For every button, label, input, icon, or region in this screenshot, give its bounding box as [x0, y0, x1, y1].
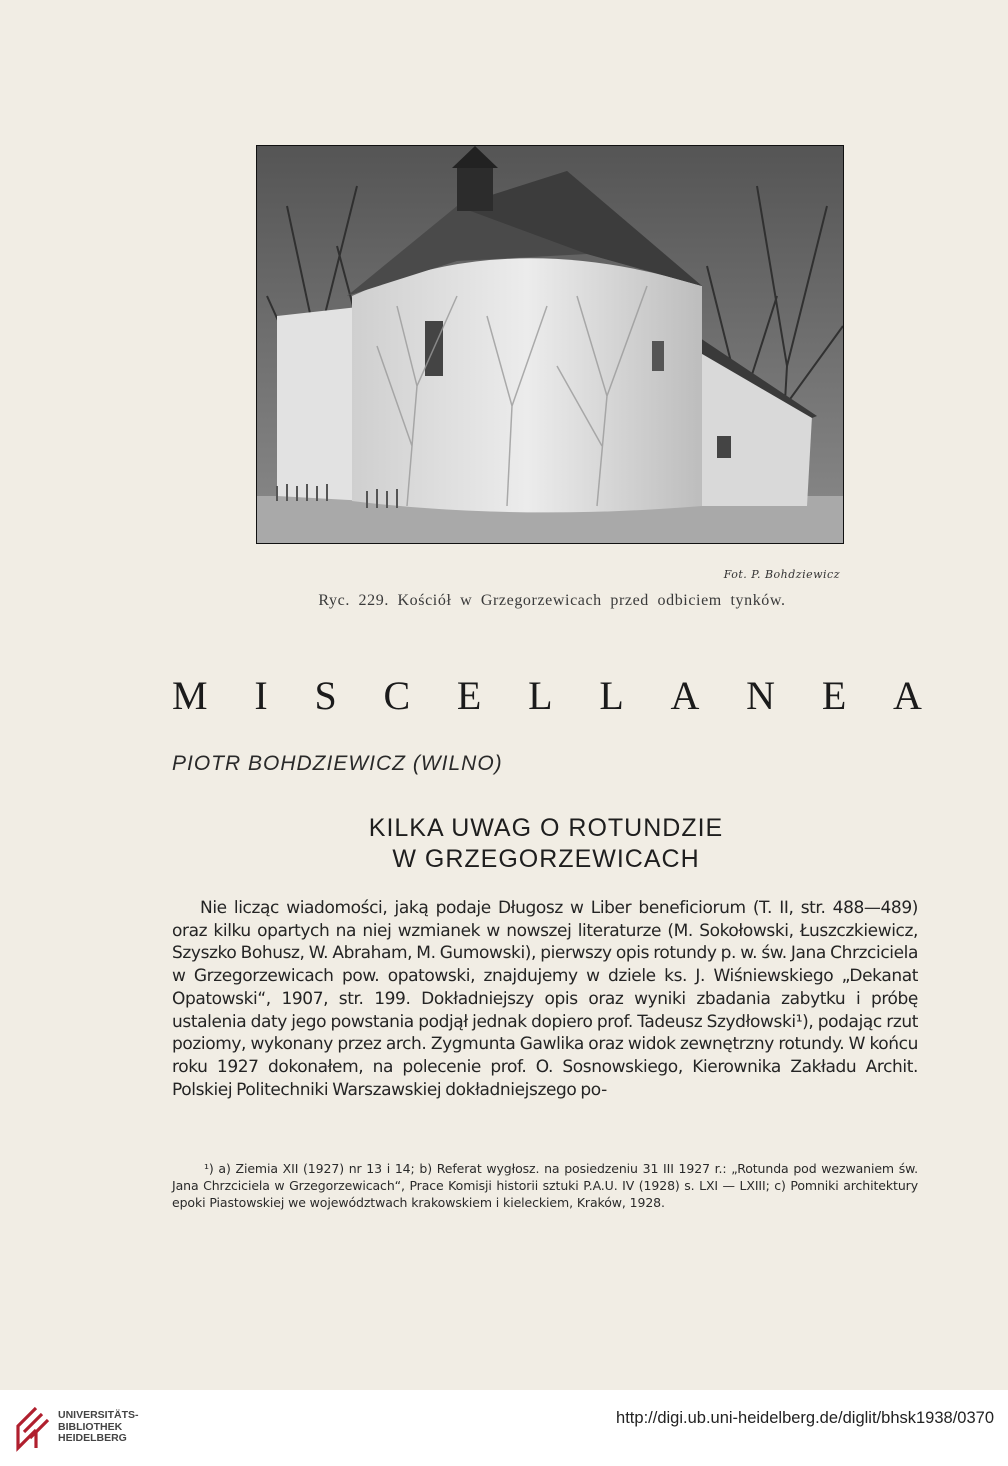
section-heading-letter: M — [172, 673, 208, 718]
article-author: PIOTR BOHDZIEWICZ (WILNO) — [172, 752, 503, 775]
section-heading-letter: E — [456, 673, 482, 718]
section-heading-letter: L — [599, 673, 624, 718]
figure-caption: Ryc. 229. Kościół w Grzegorzewicach przed odbiciem tynków. — [318, 592, 786, 609]
church-photo-drawing — [257, 146, 843, 543]
section-heading-letter: S — [314, 673, 337, 718]
library-name-line: HEIDELBERG — [58, 1432, 127, 1444]
section-heading-letter: E — [821, 673, 847, 718]
section-heading — [172, 672, 922, 719]
library-name-line: BIBLIOTHEK — [58, 1420, 123, 1433]
church-photograph — [256, 145, 844, 544]
body-paragraph: Nie licząc wiadomości, jaką podaje Długosz w Liber beneficiorum (T. II, str. 488—489) oraz kilku opartych na niej wzmianek w nowszej literaturze (M. Sokołowski, Łuszczkiewicz, Szyszko Bohusz, W. Abraham, M. Gumowski), pierwszy opis rotundy p. w. św. Jana Chrzciciela w Grzegorzewicach pow. opatowski, znajdujemy w dziele ks. J. Wiśniewskiego „Dekanat Opatowski“, 1907, str. 199. Dokładniejszy opis oraz wyniki zbadania zabytku i próbę ustalenia daty jego powstania podjął jednak dopiero prof. Tadeusz Szydłowski¹), podając rzut poziomy, wykonany przez arch. Zygmunta Gawlika oraz widok zewnętrzny rotundy. W końcu roku 1927 dokonałem, na polecenie prof. O. Sosnowskiego, Kierownika Zakładu Archit. Polskiej Politechniki Warszawskiej dokładniejszego po- — [172, 898, 918, 1100]
section-heading-letter: I — [254, 673, 268, 718]
section-heading-letter: L — [528, 673, 553, 718]
source-url-link[interactable]: http://digi.ub.uni-heidelberg.de/diglit/bhsk1938/0370 — [616, 1409, 994, 1427]
section-heading-letter: A — [893, 673, 922, 718]
library-name-line: UNIVERSITÄTS- — [58, 1409, 139, 1421]
section-heading-letter: A — [670, 673, 700, 718]
library-footer — [0, 1390, 1008, 1466]
footnote: ¹) a) Ziemia XII (1927) nr 13 i 14; b) Referat wygłosz. na posiedzeniu 31 III 1927 r.: „Rotunda pod wezwaniem św. Jana Chrzciciela w Grzegorzewicach“, Prace Komisji historii sztuki P.A.U. IV (1928) s. LXI — LXIII; c) Pomniki architektury epoki Piastowskiej we województwach krakowskiem i kieleckiem, Kraków, 1928. — [172, 1161, 918, 1210]
section-heading-letter: C — [383, 673, 411, 718]
library-name — [58, 1410, 139, 1445]
article-title-line: W GRZEGORZEWICACH — [392, 845, 700, 873]
heidelberg-library-logo-icon[interactable] — [12, 1404, 54, 1452]
article-title-line: KILKA UWAG O ROTUNDZIE — [368, 814, 724, 842]
section-heading-letter: N — [746, 673, 776, 718]
photo-credit: Fot. P. Bohdziewicz — [723, 568, 840, 581]
article-title — [172, 813, 920, 875]
